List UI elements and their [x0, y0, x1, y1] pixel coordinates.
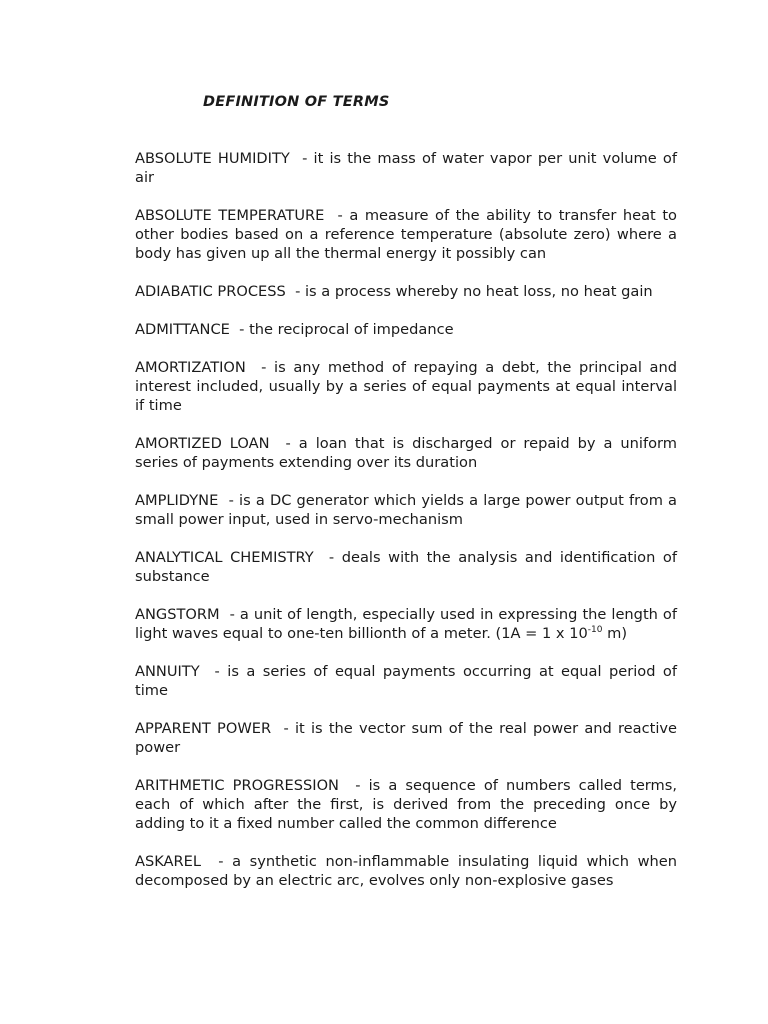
separator: -: [229, 321, 250, 338]
term: ADIABATIC PROCESS: [135, 283, 286, 300]
separator: -: [218, 492, 240, 509]
definition-entry: [135, 662, 677, 700]
separator: -: [324, 207, 350, 224]
definition-text: it is the vector sum of the real power and reactive power: [135, 720, 677, 756]
term: ARITHMETIC PROGRESSION: [135, 777, 339, 794]
definition-entry: [135, 282, 677, 301]
separator: -: [269, 435, 299, 452]
term: ANALYTICAL CHEMISTRY: [135, 549, 314, 566]
definition-text: is any method of repaying a debt, the principal and interest included, usually by a series of equal payments at equal interval if time: [135, 359, 677, 414]
term: ASKAREL: [135, 853, 202, 870]
definition-entry: [135, 719, 677, 757]
definition-text: a measure of the ability to transfer heat to other bodies based on a reference temperature (absolute zero) where a body has given up all the thermal energy it possibly can: [135, 207, 677, 262]
definition-entry: [135, 206, 677, 263]
definition-entry: [135, 149, 677, 187]
definition-entry: [135, 605, 677, 643]
separator: -: [199, 663, 228, 680]
definition-text: it is the mass of water vapor per unit volume of air: [135, 150, 677, 186]
term: ANNUITY: [135, 663, 200, 680]
separator: -: [201, 853, 233, 870]
definition-entry: [135, 358, 677, 415]
definition-entry: [135, 548, 677, 586]
definition-text: deals with the analysis and identification of substance: [135, 549, 678, 585]
definition-entry: [135, 320, 677, 339]
separator: -: [313, 549, 342, 566]
separator: -: [245, 359, 275, 376]
definition-text: is a process whereby no heat loss, no heat gain: [304, 283, 653, 300]
definition-entry: [135, 434, 677, 472]
term: AMPLIDYNE: [135, 492, 219, 509]
definition-text: a loan that is discharged or repaid by a uniform series of payments extending over its duration: [135, 435, 677, 471]
definition-entry: [135, 776, 677, 833]
term: ABSOLUTE TEMPERATURE: [135, 207, 325, 224]
document-title: DEFINITION OF TERMS: [203, 94, 390, 110]
definition-text-tail: m): [602, 625, 628, 642]
separator: -: [285, 283, 305, 300]
separator: -: [271, 720, 295, 737]
definition-text: the reciprocal of impedance: [249, 321, 454, 338]
term: AMORTIZATION: [135, 359, 246, 376]
term: ABSOLUTE HUMIDITY: [135, 150, 290, 167]
separator: -: [338, 777, 369, 794]
term: AMORTIZED LOAN: [135, 435, 270, 452]
term: ANGSTORM: [135, 606, 220, 623]
separator: -: [219, 606, 240, 623]
definition-text: is a series of equal payments occurring at equal period of time: [135, 663, 678, 699]
definition-text: a synthetic non-inflammable insulating liquid which when decomposed by an electric arc, evolves only non-explosive gases: [135, 853, 677, 889]
term: ADMITTANCE: [135, 321, 230, 338]
definition-text: is a sequence of numbers called terms, each of which after the first, is derived from the preceding once by adding to it a fixed number called the common difference: [135, 777, 677, 832]
separator: -: [289, 150, 314, 167]
definition-text: is a DC generator which yields a large power output from a small power input, used in servo-mechanism: [135, 492, 678, 528]
definition-entry: [135, 491, 677, 529]
definition-text: a unit of length, especially used in expressing the length of light waves equal to one-ten billionth of a meter. (1A = 1 x 10: [135, 606, 677, 642]
definition-list: [135, 149, 677, 909]
superscript-exponent: -10: [587, 625, 603, 635]
term: APPARENT POWER: [135, 720, 272, 737]
definition-entry: [135, 852, 677, 890]
